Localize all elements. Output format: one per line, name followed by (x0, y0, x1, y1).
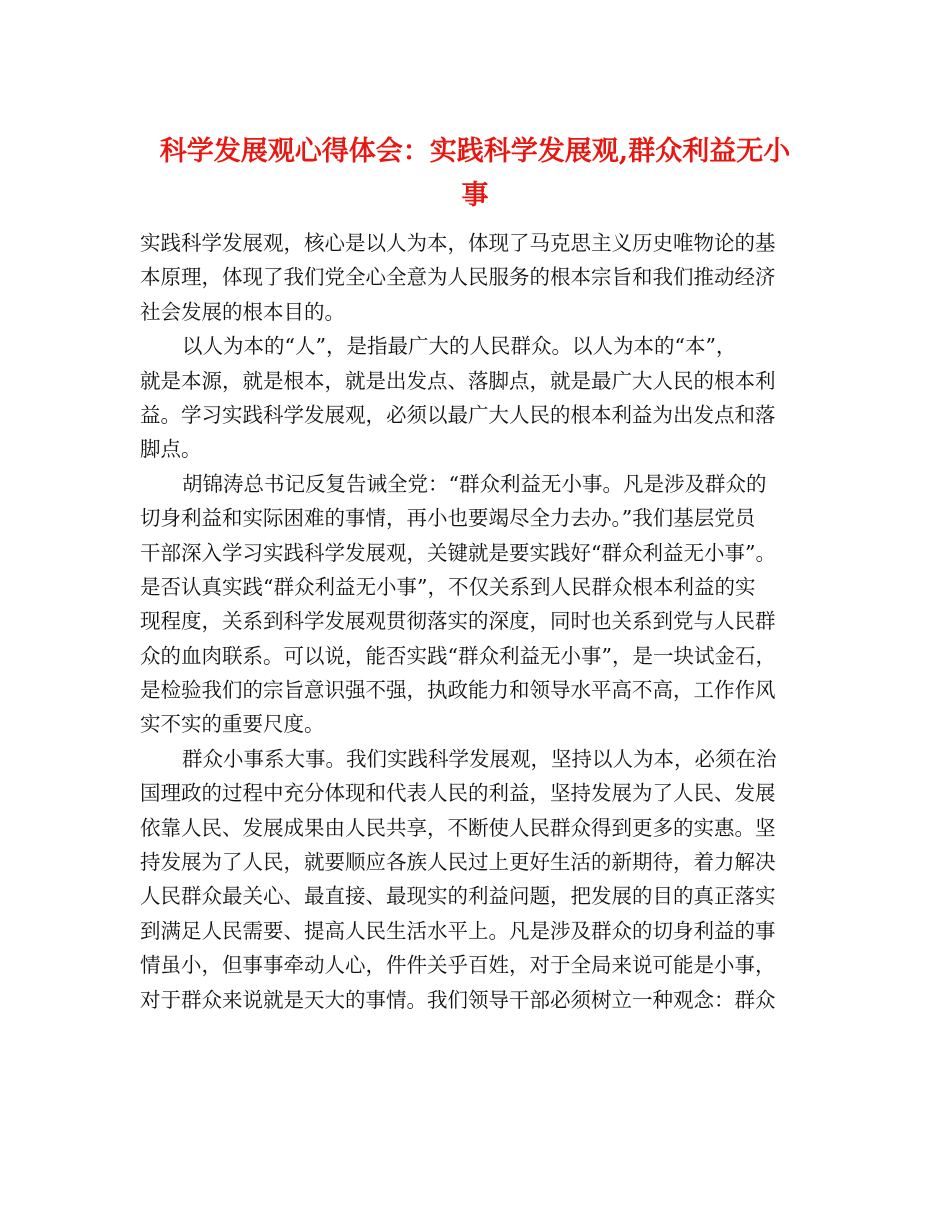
body-line: 就是本源，就是根本，就是出发点、落脚点，就是最广大人民的根本利 (140, 368, 776, 393)
body-line: 对于群众来说就是天大的事情。我们领导干部必须树立一种观念：群众 (140, 987, 776, 1012)
body-line: 益。学习实践科学发展观，必须以最广大人民的根本利益为出发点和落 (140, 402, 776, 427)
body-line: 众的血肉联系。可以说，能否实践“群众利益无小事”，是一块试金石， (140, 643, 776, 668)
body-line: 实践科学发展观，核心是以人为本，体现了马克思主义历史唯物论的基 (140, 231, 776, 255)
body-line: 情虽小，但事事牵动人心，件件关乎百姓，对于全局来说可能是小事， (140, 953, 776, 978)
body-line: 本原理，体现了我们党全心全意为人民服务的根本宗旨和我们推动经济 (140, 265, 776, 290)
body-line: 社会发展的根本目的。 (140, 299, 345, 324)
body-line: 依靠人民、发展成果由人民共享，不断使人民群众得到更多的实惠。坚 (140, 815, 776, 840)
body-line: 是否认真实践“群众利益无小事”，不仅关系到人民群众根本利益的实 (140, 574, 756, 599)
body-line: 脚点。 (140, 437, 202, 462)
body-line: 干部深入学习实践科学发展观，关键就是要实践好“群众利益无小事”。 (140, 540, 776, 565)
body-line: 胡锦涛总书记反复告诫全党：“群众利益无小事。凡是涉及群众的 (182, 471, 767, 496)
title-line-1: 科学发展观心得体会：实践科学发展观,群众利益无小 (159, 136, 791, 167)
document-body (140, 226, 832, 1017)
body-line: 实不实的重要尺度。 (140, 712, 325, 737)
title-line-2: 事 (461, 180, 489, 211)
body-line: 群众小事系大事。我们实践科学发展观，坚持以人为本，必须在治 (182, 746, 777, 771)
body-line: 以人为本的“人”，是指最广大的人民群众。以人为本的“本”， (182, 334, 737, 359)
body-line: 持发展为了人民，就要顺应各族人民过上更好生活的新期待，着力解决 (140, 850, 776, 875)
body-line: 人民群众最关心、最直接、最现实的利益问题，把发展的目的真正落实 (140, 884, 776, 909)
body-line: 是检验我们的宗旨意识强不强，执政能力和领导水平高不高，工作作风 (140, 678, 776, 703)
body-line: 切身利益和实际困难的事情，再小也要竭尽全力去办。”我们基层党员 (140, 506, 756, 531)
body-line: 国理政的过程中充分体现和代表人民的利益，坚持发展为了人民、发展 (140, 781, 776, 806)
body-line: 现程度，关系到科学发展观贯彻落实的深度，同时也关系到党与人民群 (140, 609, 776, 634)
body-line: 到满足人民需要、提高人民生活水平上。凡是涉及群众的切身利益的事 (140, 918, 776, 943)
document-title (130, 130, 820, 218)
